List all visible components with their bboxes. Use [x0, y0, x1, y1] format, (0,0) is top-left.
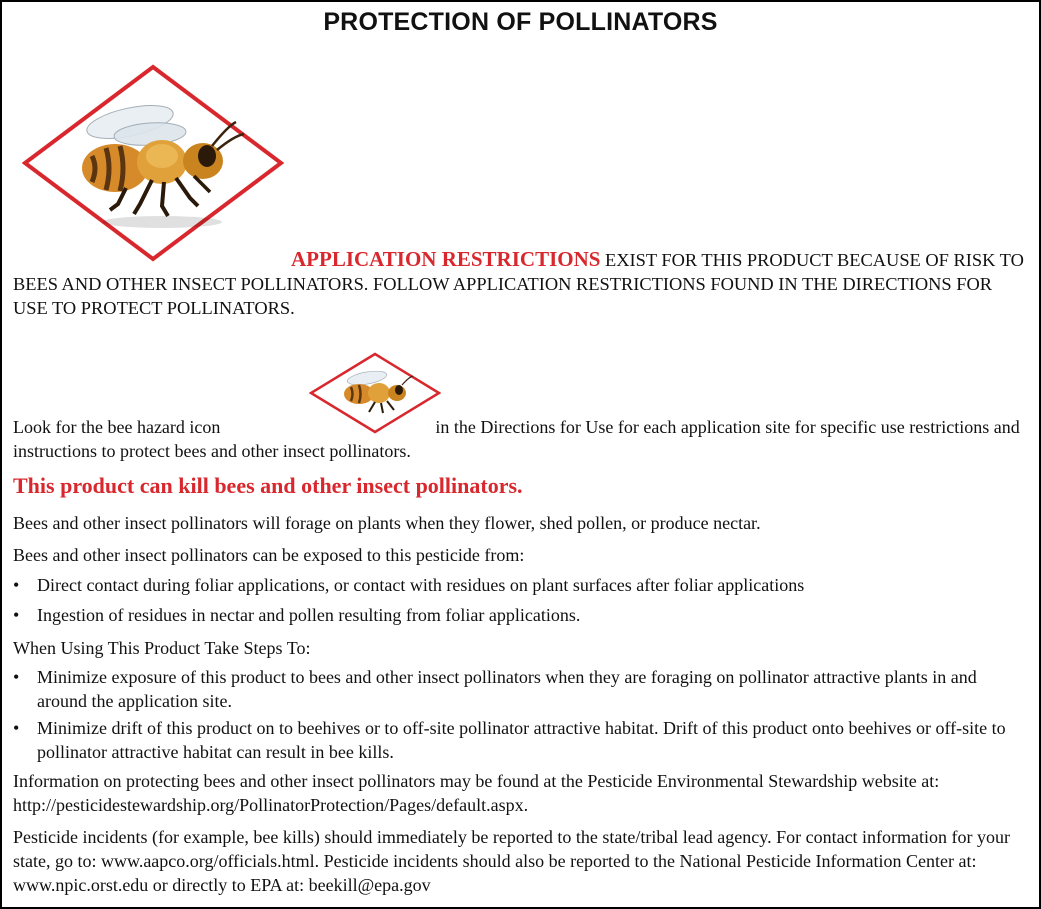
exposure-intro: Bees and other insect pollinators can be exposed to this pesticide from:: [13, 545, 525, 565]
bullet-icon: •: [13, 605, 20, 625]
stewardship-info: Information on protecting bees and other insect pollinators may be found at the Pesticide Environmental Stewardship website at: http://pesticidestewardship.org/PollinatorProtection/Pages/default.aspx.: [13, 771, 940, 815]
application-restrictions: [13, 247, 1027, 320]
page-title: PROTECTION OF POLLINATORS: [323, 8, 718, 36]
bullet-icon: •: [13, 718, 20, 738]
restrictions-text-rest: RISK TO BEES AND OTHER INSECT POLLINATORS. FOLLOW APPLICATION RESTRICTIONS FOUND IN THE DIRECTIONS FOR USE TO PROTECT POLLINATORS.: [13, 250, 1024, 318]
exposure-bullet: • Ingestion of residues in nectar and pollen resulting from foliar applications.: [13, 605, 581, 625]
steps-bullet: • Minimize exposure of this product to bees and other insect pollinators when they are foraging on pollinator attractive plants in and around the application site.: [13, 667, 977, 711]
bullet-icon: •: [13, 667, 20, 687]
warning-statement: This product can kill bees and other insect pollinators.: [13, 473, 523, 498]
bee-hazard-icon: [22, 64, 284, 262]
restrictions-text-first: EXIST FOR THIS PRODUCT BECAUSE OF: [600, 250, 949, 270]
bee-icon-instructions: Look for the bee hazard icon in the Directions for Use for each application site for specific use restrictions and instructions to protect bees and other insect pollinators.: [13, 417, 1020, 461]
steps-intro: When Using This Product Take Steps To:: [13, 638, 311, 658]
bullet-icon: •: [13, 575, 20, 595]
exposure-bullet: • Direct contact during foliar applications, or contact with residues on plant surfaces after foliar applications: [13, 575, 805, 595]
steps-bullet: • Minimize drift of this product on to beehives or to off-site pollinator attractive habitat. Drift of this product onto beehives or off-site to pollinator attractive habitat can result in bee kills.: [13, 718, 1006, 762]
incident-reporting: Pesticide incidents (for example, bee kills) should immediately be reported to the state/tribal lead agency. For contact information for your state, go to: www.aapco.org/officials.html. Pesticide incidents should also be reported to the National Pesticide Information Center at: www.npic.orst.edu or directly to EPA at: beekill@epa.gov: [13, 827, 1011, 895]
forage-statement: Bees and other insect pollinators will forage on plants when they flower, shed pollen, or produce nectar.: [13, 513, 761, 533]
application-restrictions-heading: APPLICATION RESTRICTIONS: [291, 247, 601, 271]
